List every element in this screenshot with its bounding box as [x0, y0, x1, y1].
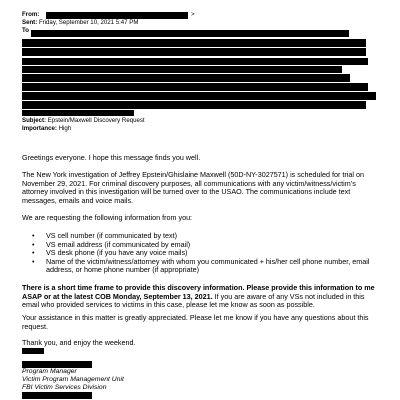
redacted-recipient — [22, 66, 342, 73]
redacted-signoff — [22, 348, 44, 354]
sent-label: Sent: — [22, 19, 38, 26]
redacted-signature-name — [22, 361, 92, 368]
redacted-recipient — [22, 110, 134, 116]
redacted-recipient — [22, 39, 366, 47]
signature-title: Program Manager — [22, 368, 77, 375]
from-suffix: > — [191, 11, 195, 18]
deadline-paragraph — [22, 284, 382, 310]
greeting: Greetings everyone. I hope this message finds you well. — [22, 153, 201, 162]
importance-label: Importance: — [22, 125, 57, 132]
redacted-recipient — [22, 58, 368, 65]
closing-line: Thank you, and enjoy the weekend. — [22, 338, 136, 347]
deadline-notice: There is a short time frame to provide this discovery information. Please provide this information to me ASAP or at the latest COB Monday, September 13, 2021. — [22, 283, 375, 301]
from-line — [22, 11, 39, 19]
importance-value: High — [58, 125, 72, 132]
to-line — [22, 27, 29, 35]
redacted-recipient — [22, 83, 368, 91]
subject-line — [22, 117, 145, 125]
signature-division: FBI Victim Services Division — [22, 384, 107, 391]
redacted-from-name — [46, 12, 188, 19]
from-label: From: — [22, 11, 40, 18]
list-item: • VS email address (if communicated by email) — [22, 241, 378, 250]
redacted-recipient — [22, 48, 366, 56]
redacted-signature-contact — [22, 392, 92, 399]
list-item: • Name of the victim/witness/attorney with whom you communicated + his/her cell phone number, email address, or home phone number (if appropriate) — [22, 258, 378, 275]
importance-line — [22, 125, 71, 133]
subject-value: Epstein/Maxwell Discovery Request — [47, 117, 145, 124]
redacted-recipient — [22, 101, 366, 109]
to-label: To — [22, 27, 29, 34]
subject-label: Subject: — [22, 117, 47, 124]
sent-line — [22, 19, 138, 27]
request-list — [22, 232, 378, 275]
sent-value: Friday, September 10, 2021 5:47 PM — [38, 19, 139, 26]
assistance-paragraph: Your assistance in this matter is greatly appreciated. Please let me know if you have any questions about this request. — [22, 313, 369, 331]
investigation-paragraph: The New York investigation of Jeffrey Epstein/Ghislaine Maxwell (50D-NY-3027571) is scheduled for trial on November 29, 2021. For criminal discovery purposes, all communications with any victim/witness/victim’s attorney involved in this investigation will be turned over to the USAO. The communications include text messages, emails and voice mails. — [22, 170, 364, 205]
signature-unit: Victim Program Management Unit — [22, 376, 124, 383]
redacted-recipient — [22, 74, 350, 82]
deadline-followup: If you are aware of any VSs not included in this email who provided services to victims in this case, please let me know as soon as possible. — [22, 291, 365, 310]
request-intro: We are requesting the following information from you: — [22, 213, 193, 222]
redacted-recipient — [31, 30, 349, 37]
list-item: • VS cell number (if communicated by text) — [22, 232, 378, 241]
list-item: • VS desk phone (if you have any voice mails) — [22, 249, 378, 258]
redacted-recipient — [22, 92, 376, 100]
